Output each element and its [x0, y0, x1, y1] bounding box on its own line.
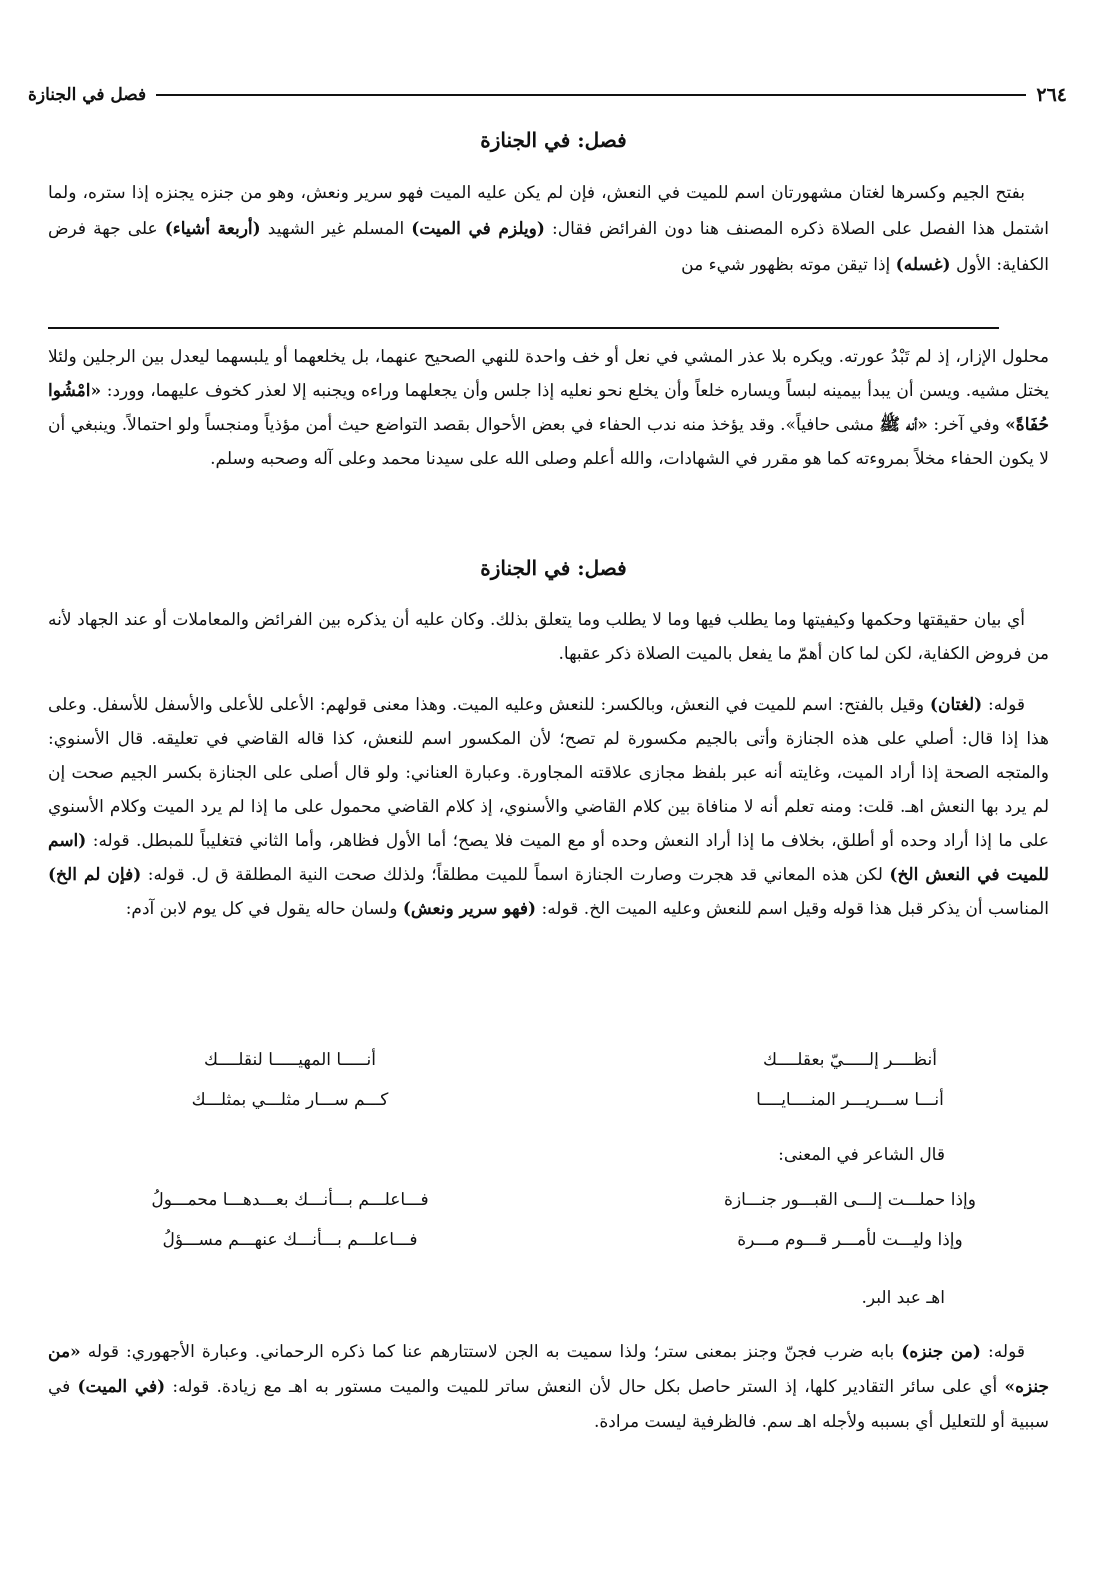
- verse-line: [140, 1220, 1000, 1260]
- lemma: (اسم للميت في النعش الخ): [48, 831, 1049, 885]
- final-paragraph: [48, 1335, 1049, 1440]
- commentary-text: وقيل بالفتح: اسم للميت في النعش، وبالكسر: للنعش وعليه الميت. وهذا معنى قولهم: الأعلى للأعلى والأسفل للأسفل. وعلى هذا إذا قال: أصلي على هذه الجنازة وأتى بالجيم مكسورة لم تصح؛ لأن المكسور اسم للنعش، كذا قاله القاضي في تعليقه. قال الأسنوي: والمتجه الصحة إذا أراد الميت، وغايته أنه عبر بلفظ مجازى علاقته المجاورة. وعبارة العناني: ولو قال أصلى على الجنازة بكسر الجيم صحت إن لم يرد بها النعش اهـ. قلت: ومنه تعلم أنه لا منافاة بين كلام القاضي والأسنوي، إذ كلام القاضي محمول على ما إذا لم يرد الميت وكلام الأسنوي على ما إذا أراد وحده أو أطلق، بخلاف ما إذا أراد النعش وحده أو مع الميت فلا يصح؛ أما الأول فظاهر، وأما الثاني فتغليباً للمبطل. قوله:: [48, 695, 1049, 851]
- poet-intro: قال الشاعر في المعنى:: [778, 1145, 945, 1165]
- commentary-text: محلول الإزار، إذ لم تَبْدُ عورته. ويكره بلا عذر المشي في نعل أو خف واحدة للنهي الصحيح عنهما، بل يخلعهما أو يلبسهما ليعدل بين الرجلين ولئلا يختل مشيه. ويسن أن يبدأ بيمينه لبساً ويساره خلعاً وأن يخلع نحو نعليه إذا جلس وأن يجعلهما وراءه ويجنبه إلا لعذر كخوف عليهما، وورد:: [48, 347, 1049, 401]
- matn-text: المسلم غير الشهيد: [260, 219, 412, 239]
- matn-quote: (أربعة أشياء): [164, 219, 261, 239]
- header-rule: [156, 94, 1026, 96]
- lemma: «من جنزه»: [48, 1342, 1049, 1397]
- verse-line: [140, 1080, 1000, 1120]
- lemma: (فهو سرير ونعش): [402, 899, 537, 919]
- verse-block: [140, 1180, 1000, 1260]
- previous-commentary: [48, 340, 1049, 476]
- matn-quote: (غسله): [895, 255, 951, 275]
- commentary-text: بابه ضرب فجنّ وجنز بمعنى ستر؛ ولذا سميت به الجن لاستتارهم عنا كما ذكره الرحماني. وعبارة الأجهوري: قوله: [80, 1342, 902, 1362]
- closing-citation: اهـ عبد البر.: [861, 1288, 945, 1308]
- commentary-text: المناسب أن يذكر قبل هذا قوله وقيل اسم للنعش وعليه الميت الخ. قوله:: [536, 899, 1049, 919]
- lemma: (فإن لم الخ): [48, 865, 142, 885]
- commentary-intro: أي بيان حقيقتها وحكمها وكيفيتها وما يطلب فيها وما لا يطلب وما يتعلق بذلك. وكان عليه أن يذكره بين الفرائض والمعاملات أو عند الجهاد لأنه من فروض الكفاية، لكن لما كان أهمّ ما يفعل بالميت الصلاة ذكر عقبها.: [48, 610, 1049, 664]
- matn-text: على جهة فرض الكفاية: الأول: [48, 219, 1049, 275]
- commentary-text: مشى حافياً». وقد يؤخذ منه ندب الحفاء في بعض الأحوال بقصد التواضع حيث أمن مؤذياً ومنجساً ولو احتمالاً. وينبغي أن لا يكون الحفاء مخلاً بمروءته كما هو مقرر في الشهادات، والله أعلم وصلى الله على سيدنا محمد وعلى آله وصحبه وسلم.: [48, 415, 1049, 469]
- matn-divider: [48, 327, 999, 329]
- commentary-text: قوله:: [980, 1342, 1025, 1362]
- verse-hemistich: أنـــــا المهيـــــا لنقلــــك: [204, 1050, 376, 1070]
- commentary-section-title: فصل: في الجنازة: [480, 556, 627, 580]
- matn-paragraph: [48, 175, 1049, 283]
- verse-line: [140, 1040, 1000, 1080]
- hadith-quote: «امْشُوا حُفَاةً»: [48, 381, 1049, 435]
- verse-block: [140, 1040, 1000, 1120]
- lemma: (لغتان): [929, 695, 983, 715]
- lemma: (في الميت): [77, 1377, 166, 1397]
- verse-hemistich: أنـــا ســـريـــر المنــــايــــا: [756, 1090, 944, 1110]
- page-number: ٢٦٤: [1036, 84, 1067, 106]
- verse-hemistich: وإذا حملـــت إلـــى القبـــور جنـــازة: [724, 1190, 976, 1210]
- running-head: [28, 80, 1067, 110]
- commentary-text: وفي آخر:: [927, 415, 1006, 435]
- hadith-quote: «أنه ﷺ: [879, 415, 928, 435]
- matn-text: بفتح الجيم وكسرها لغتان مشهورتان اسم للميت في النعش، فإن لم يكن عليه الميت فهو سرير ونعش، وهو من جنزه يجنزه إذا ستره، ولما اشتمل هذا الفصل على الصلاة ذكره المصنف هنا دون الفرائض فقال:: [48, 183, 1050, 239]
- verse-line: [140, 1180, 1000, 1220]
- commentary-text: في سببية أو للتعليل أي بسببه ولأجله اهـ سم. فالظرفية ليست مرادة.: [48, 1377, 1049, 1432]
- commentary-text: لكن هذه المعاني قد هجرت وصارت الجنازة اسماً للميت مطلقاً؛ ولذلك صحت النية المطلقة ق ل. قوله:: [141, 865, 890, 885]
- verse-hemistich: فـــاعلـــم بـــأنـــك بعـــدهـــا محمـــولُ: [151, 1190, 429, 1210]
- commentary-text: قوله:: [982, 695, 1025, 715]
- commentary-text: أي على سائر التقادير كلها، إذ الستر حاصل بكل حال لأن النعش ساتر للميت والميت مستور به اهـ مع زيادة. قوله:: [165, 1377, 1005, 1397]
- section-title: فصل: في الجنازة: [480, 128, 627, 152]
- commentary-paragraph: [48, 688, 1049, 926]
- verse-hemistich: فـــاعلـــم بـــأنـــك عنهـــم مســـؤلُ: [162, 1230, 418, 1250]
- matn-quote: (ويلزم في الميت): [411, 219, 545, 239]
- commentary-text: ولسان حاله يقول في كل يوم لابن آدم:: [125, 899, 403, 919]
- verse-hemistich: أنظــــر إلـــــيّ بعقلــــك: [763, 1050, 937, 1070]
- verse-hemistich: كـــم ســـار مثلـــي بمثلـــك: [191, 1090, 389, 1110]
- matn-text: إذا تيقن موته بظهور شيء من: [681, 255, 896, 275]
- lemma: (من جنزه): [901, 1342, 981, 1362]
- verse-hemistich: وإذا وليـــت لأمـــر قـــوم مـــرة: [737, 1230, 963, 1250]
- running-title: فصل في الجنازة: [28, 85, 147, 105]
